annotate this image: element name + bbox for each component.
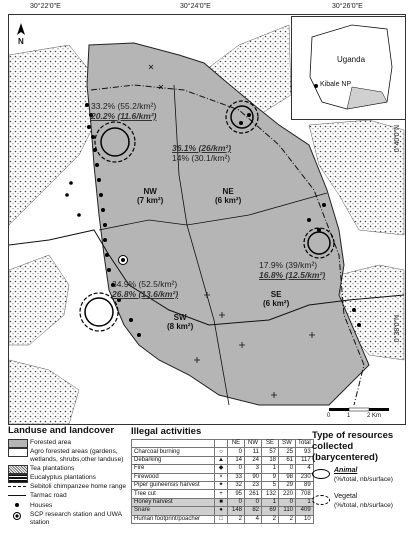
header-symbol — [215, 440, 228, 448]
table-row — [132, 465, 314, 473]
landuse-title: Landuse and landcover — [8, 425, 115, 436]
zone-label-ne — [215, 187, 241, 205]
pct-se-underlined: 16.8% (12.5/km²) — [259, 270, 326, 280]
animal-ring-icon — [312, 469, 330, 479]
zone-ne-name: NE — [222, 187, 234, 196]
activity-count: 0 — [228, 448, 245, 456]
vegetal-ring-icon — [312, 495, 330, 505]
activity-count: 3 — [245, 465, 262, 473]
activity-count: 230 — [296, 473, 314, 481]
scale-bar — [329, 408, 389, 411]
coord-right-2: 0°38'0"N — [394, 315, 401, 343]
inset-map — [291, 16, 406, 120]
activity-count: 117 — [296, 456, 314, 464]
header-se: SE — [262, 440, 279, 448]
illegal-activities-table — [131, 439, 314, 524]
coord-right-1: 0°40'0"N — [394, 125, 401, 153]
activity-count: 61 — [279, 456, 296, 464]
zone-se-area: (6 km²) — [263, 299, 290, 308]
map-frame — [8, 14, 406, 425]
activity-count: 2 — [228, 515, 245, 523]
swatch-home-range — [8, 486, 26, 487]
activity-name: Snare — [132, 507, 215, 515]
activity-count: 261 — [245, 490, 262, 498]
activity-count: 82 — [245, 507, 262, 515]
table-row — [132, 481, 314, 489]
swatch-station — [13, 512, 21, 520]
pct-ne-underlined: 36.1% (26/km²) — [172, 143, 232, 153]
table-row — [132, 456, 314, 464]
zone-label-sw — [167, 313, 193, 331]
activity-count: 5 — [262, 481, 279, 489]
table-row — [132, 498, 314, 506]
swatch-road — [8, 495, 26, 496]
activity-count: 89 — [296, 481, 314, 489]
activity-name: Charcoal burning — [132, 448, 215, 456]
activity-count: 14 — [228, 456, 245, 464]
activity-count: 98 — [279, 473, 296, 481]
activity-name: Firewood — [132, 473, 215, 481]
activity-count: 95 — [228, 490, 245, 498]
table-header-row — [132, 440, 314, 448]
activity-name: Tree cut — [132, 490, 215, 498]
zone-sw-name: SW — [173, 313, 187, 322]
activity-count: 220 — [279, 490, 296, 498]
activity-name: Human footprint/poacher — [132, 515, 215, 523]
activity-symbol-icon: ■ — [215, 498, 228, 506]
header-ne: NE — [228, 440, 245, 448]
activity-symbol-icon: ● — [215, 507, 228, 515]
zone-label-se — [263, 290, 289, 308]
activity-count: 90 — [245, 473, 262, 481]
header-sw: SW — [279, 440, 296, 448]
legend-road: Tarmac road — [30, 492, 67, 499]
legend-forest: Forested area — [30, 439, 72, 446]
table-row — [132, 490, 314, 498]
legend-tea: Tea plantations — [30, 465, 75, 472]
activity-name: Honey harvest — [132, 498, 215, 506]
pct-ne-plain: 14% (30.1/km²) — [172, 153, 231, 163]
activity-count: 33 — [228, 473, 245, 481]
activity-symbol-icon: ○ — [215, 448, 228, 456]
activity-count: 93 — [296, 448, 314, 456]
activity-name: Fire — [132, 465, 215, 473]
swatch-house — [15, 503, 19, 507]
activity-count: 1 — [296, 498, 314, 506]
activity-count: 110 — [279, 507, 296, 515]
swatch-eucalyptus — [8, 474, 28, 483]
header-nw: NW — [245, 440, 262, 448]
legend-station: SCP research station and UWA station — [30, 511, 122, 526]
pct-nw-plain: 33.2% (55.2/km²) — [91, 101, 157, 111]
activity-count: 2 — [262, 515, 279, 523]
coord-top-3: 30°26'0"E — [332, 3, 363, 10]
illegal-title: Illegal activities — [131, 426, 202, 437]
pct-sw-underlined: 26.8% (13.6/km²) — [112, 289, 179, 299]
inset-country-label: Uganda — [337, 55, 366, 64]
inset-outline — [292, 17, 405, 119]
legend-vegetal-sub: (%/total, nb/surface) — [334, 502, 394, 509]
activity-count: 1 — [262, 465, 279, 473]
pct-se-plain: 17.9% (39/km²) — [259, 260, 318, 270]
activity-name: Debarking — [132, 456, 215, 464]
swatch-forest — [8, 439, 28, 448]
pct-label-ne — [172, 143, 231, 163]
legend — [8, 425, 404, 550]
activity-count: 4 — [245, 515, 262, 523]
tea-plantation-sw — [9, 255, 69, 345]
activity-symbol-icon: × — [215, 473, 228, 481]
resources-title: Type of resources collected (barycentered) — [312, 430, 394, 463]
pct-sw-plain: 34.9% (52.5/km²) — [112, 279, 178, 289]
illegal-table-body — [132, 448, 314, 524]
north-arrow-label: N — [18, 37, 24, 46]
pct-nw-underlined: 20.2% (11.6/km²) — [91, 111, 157, 121]
activity-count: 4 — [296, 465, 314, 473]
table-row — [132, 448, 314, 456]
legend-eucalyptus: Eucalyptus plantations — [30, 474, 96, 481]
activity-symbol-icon: ✦ — [215, 481, 228, 489]
legend-animal-sub: (%/total, nb/surface) — [334, 476, 394, 483]
table-row — [132, 515, 314, 523]
legend-houses: Houses — [30, 502, 53, 509]
inset-site-label: Kibale NP — [320, 81, 352, 88]
activity-count: 23 — [245, 481, 262, 489]
activity-count: 18 — [262, 456, 279, 464]
scale-tick-0: 0 — [327, 413, 331, 419]
zone-label-nw — [137, 187, 163, 205]
activity-count: 29 — [279, 481, 296, 489]
activity-count: 409 — [296, 507, 314, 515]
activity-count: 11 — [245, 448, 262, 456]
zone-ne-area: (6 km²) — [215, 196, 242, 205]
swatch-tea — [8, 465, 28, 474]
activity-count: 69 — [262, 507, 279, 515]
activity-count: 0 — [279, 465, 296, 473]
research-station-icon — [119, 256, 128, 265]
activity-count: 9 — [262, 473, 279, 481]
zone-se-name: SE — [270, 290, 282, 299]
coord-top-1: 30°22'0"E — [30, 3, 61, 10]
activity-count: 148 — [228, 507, 245, 515]
zone-nw-name: NW — [143, 187, 157, 196]
activity-count: 57 — [262, 448, 279, 456]
activity-count: 2 — [279, 515, 296, 523]
activity-symbol-icon: ◆ — [215, 465, 228, 473]
zone-sw-area: (8 km²) — [167, 322, 194, 331]
activity-count: 708 — [296, 490, 314, 498]
legend-animal: Animal — [334, 467, 358, 474]
activity-symbol-icon: □ — [215, 515, 228, 523]
activity-symbol-icon: ▲ — [215, 456, 228, 464]
activity-count: 24 — [245, 456, 262, 464]
pct-label-sw — [112, 279, 178, 299]
coord-top-2: 30°24'0"E — [180, 3, 211, 10]
north-arrow-icon — [17, 23, 25, 35]
table-row — [132, 473, 314, 481]
tea-plantation-s — [9, 360, 79, 424]
legend-vegetal: Vegetal — [334, 493, 358, 500]
inset-site-dot — [314, 84, 318, 88]
pct-label-nw — [91, 101, 157, 121]
activity-count: 1 — [262, 498, 279, 506]
swatch-agro — [8, 448, 28, 457]
activity-name: Piper guineensis harvest — [132, 481, 215, 489]
activity-count: 0 — [245, 498, 262, 506]
legend-agro: Agro forested areas (gardens, wetlands, shrubs,other landuse) — [30, 448, 124, 463]
table-row — [132, 507, 314, 515]
activity-count: 0 — [228, 498, 245, 506]
activity-count: 32 — [228, 481, 245, 489]
header-name — [132, 440, 215, 448]
scale-tick-2: 2 Km — [367, 413, 382, 419]
activity-symbol-icon: + — [215, 490, 228, 498]
scale-tick-1: 1 — [347, 413, 351, 419]
activity-count: 0 — [279, 498, 296, 506]
activity-count: 10 — [296, 515, 314, 523]
header-total: Total — [296, 440, 314, 448]
legend-home-range: Sebitoli chimpanzee home range — [30, 483, 127, 490]
activity-count: 132 — [262, 490, 279, 498]
activity-count: 0 — [228, 465, 245, 473]
zone-nw-area: (7 km²) — [137, 196, 164, 205]
activity-count: 25 — [279, 448, 296, 456]
pct-label-se — [259, 260, 325, 280]
